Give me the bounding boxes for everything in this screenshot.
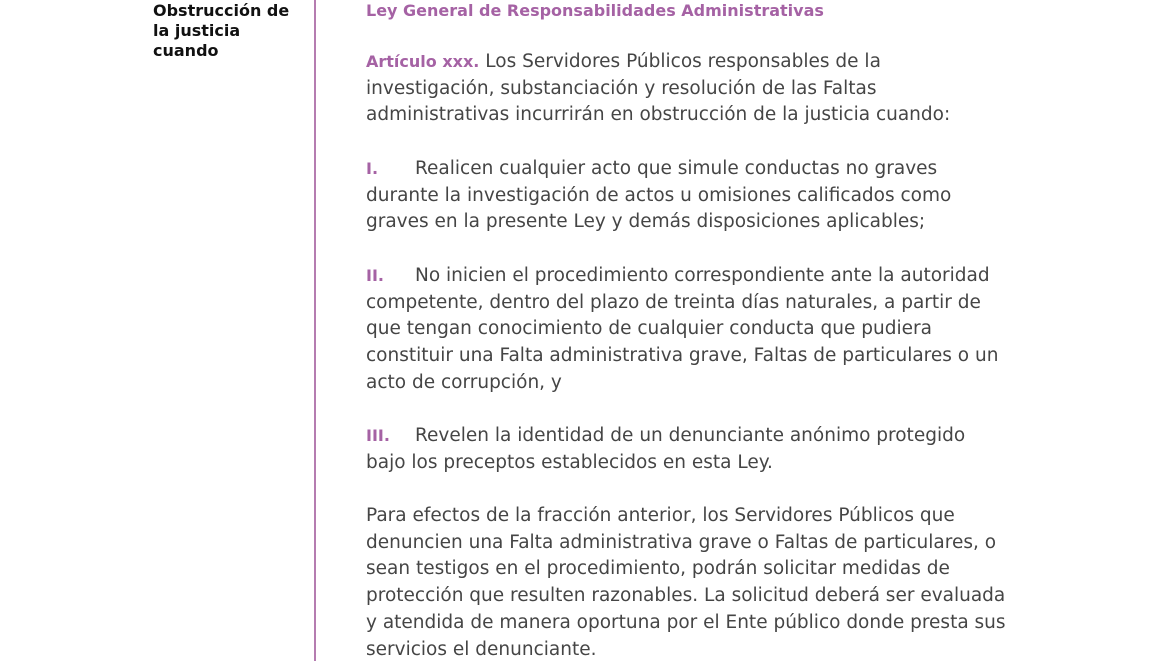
fraction-text: Realicen cualquier acto que simule conductas no graves durante la investigación de actos u omisiones calificados como graves en la presente Ley y demás disposiciones aplicables; [366, 158, 952, 233]
fraction-numeral: III. [366, 426, 390, 445]
fraction-3 [366, 423, 1006, 476]
fraction-2 [366, 263, 1006, 397]
fraction-text: No inicien el procedimiento correspondiente ante la autoridad competente, dentro del plazo de treinta días naturales, a partir de que tengan conocimiento de cualquier conducta que pudiera constituir una Falta administrativa grave, Faltas de particulares o un acto de corrupción, y [366, 265, 999, 393]
article-paragraph [366, 49, 1006, 129]
fraction-1 [366, 156, 1006, 236]
sidebar-title: Obstrucción de la justicia cuando [153, 1, 290, 60]
fraction-numeral: II. [366, 266, 384, 285]
closing-paragraph: Para efectos de la fracción anterior, los Servidores Públicos que denuncien una Falta administrativa grave o Faltas de particulares, o sean testigos en el procedimiento, podrán solicitar medidas de protección que resulten razonables. La solicitud deberá ser evaluada y atendida de manera oportuna por el Ente público donde presta sus servicios el denunciante. [366, 505, 1006, 660]
fraction-numeral: I. [366, 159, 379, 178]
article-label: Artículo xxx. [366, 52, 480, 71]
article-text: Los Servidores Públicos responsables de la investigación, substanciación y resolución de las Faltas administrativas incurrirán en obstrucción de la justicia cuando: [366, 51, 951, 126]
law-title: Ley General de Responsabilidades Administrativas [366, 1, 824, 20]
vertical-divider [314, 0, 316, 661]
fraction-text: Revelen la identidad de un denunciante anónimo protegido bajo los preceptos establecidos en esta Ley. [366, 425, 966, 473]
